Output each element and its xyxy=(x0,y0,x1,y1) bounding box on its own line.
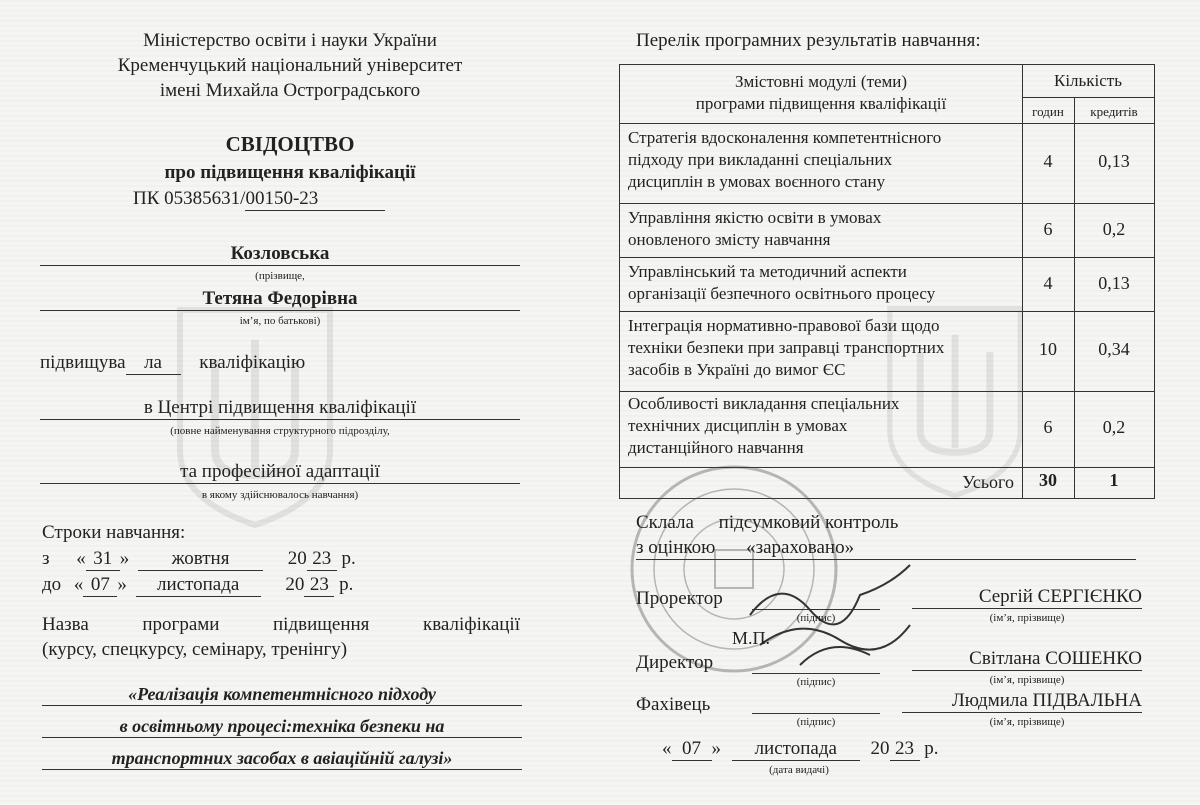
module-text-line: техніки безпеки при заправці транспортних xyxy=(628,338,945,357)
to-year-prefix: 20 xyxy=(285,574,305,595)
total-hours: 30 xyxy=(1039,470,1057,490)
specialist-name-caption: (ім’я, прізвище) xyxy=(989,716,1065,728)
specialist-signature-line xyxy=(752,713,880,714)
name-caption: ім’я, по батькові) xyxy=(239,315,321,327)
terms-from: з « 31 » жовтня 20 23 р. xyxy=(42,548,356,569)
row-hours: 6 xyxy=(1043,417,1053,437)
from-day: 31 xyxy=(86,548,120,571)
full-name: Тетяна Федорівна xyxy=(40,288,520,311)
unit-caption-2: в якому здійснювалось навчання) xyxy=(201,489,359,501)
credits-column-header: кредитів xyxy=(1090,104,1138,119)
specialist-signature-caption: (підпис) xyxy=(796,716,836,728)
to-year: 23 xyxy=(304,574,334,597)
module-text-line: дистанційного навчання xyxy=(628,438,804,457)
results-heading: Перелік програмних результатів навчання: xyxy=(636,30,981,51)
issue-month: листопада xyxy=(732,738,860,761)
to-year-suffix: р. xyxy=(339,574,354,595)
grade-label: з оцінкою xyxy=(636,537,716,558)
program-label-word: програми xyxy=(142,614,220,635)
prorector-signature-caption: (підпис) xyxy=(796,612,836,624)
to-day: 07 xyxy=(83,574,117,597)
module-text-line: засобів в Україні до вимог ЄС xyxy=(628,360,846,379)
number-value: 00150-23 xyxy=(245,188,385,211)
results-table xyxy=(619,64,1155,499)
from-year-prefix: 20 xyxy=(287,548,307,569)
control-phrase: підсумковий контроль xyxy=(718,512,899,533)
unit-caption-1: (повне найменування структурного підрозділу, xyxy=(170,425,390,437)
prorector-name: Сергій СЕРГІЄНКО xyxy=(912,586,1142,609)
prorector-signature-line xyxy=(752,609,880,610)
unit-line-1: в Центрі підвищення кваліфікації xyxy=(40,397,520,420)
grade-value: «зараховано» xyxy=(746,537,855,558)
verb-end: кваліфікацію xyxy=(199,352,306,373)
program-label-word: Назва xyxy=(42,614,89,635)
to-word: до xyxy=(42,574,62,595)
ministry-line: Міністерство освіти і науки України xyxy=(143,30,437,51)
total-label: Усього xyxy=(962,472,1014,492)
from-year: 23 xyxy=(307,548,337,571)
certificate-title: СВІДОЦТВО xyxy=(225,132,355,156)
specialist-name: Людмила ПІДВАЛЬНА xyxy=(902,690,1142,713)
university-name-line: імені Михайла Остроградського xyxy=(159,80,421,101)
table-row-module xyxy=(628,261,935,305)
certificate-number xyxy=(133,188,385,211)
certificate-subtitle: про підвищення кваліфікації xyxy=(164,162,416,183)
qualification-verb xyxy=(40,352,305,375)
director-name-caption: (ім’я, прізвище) xyxy=(989,674,1065,686)
verb-fill: ла xyxy=(126,352,181,375)
module-text-line: Управлінський та методичний аспекти xyxy=(628,262,907,281)
prorector-label: Проректор xyxy=(636,588,723,609)
row-hours: 6 xyxy=(1043,219,1053,239)
module-text-line: організації безпечного освітнього процесу xyxy=(628,284,936,303)
director-label: Директор xyxy=(636,652,714,673)
control-line-1 xyxy=(636,512,898,534)
row-credits: 0,13 xyxy=(1098,273,1130,293)
row-credits: 0,2 xyxy=(1102,417,1126,437)
program-label-word: підвищення xyxy=(273,614,370,635)
issue-day: 07 xyxy=(672,738,712,761)
issue-date-caption: (дата видачі) xyxy=(769,764,829,776)
row-hours: 4 xyxy=(1043,273,1053,293)
director-signature-line xyxy=(752,673,880,674)
from-month: жовтня xyxy=(138,548,263,571)
terms-label: Строки навчання: xyxy=(42,522,186,543)
issue-year-suffix: р. xyxy=(924,738,939,759)
quantity-column-header: Кількість xyxy=(1053,71,1122,90)
table-row-module xyxy=(628,207,881,251)
control-word: Склала xyxy=(636,512,694,533)
module-text-line: Інтеграція нормативно-правової бази щодо xyxy=(628,316,940,335)
number-prefix: ПК 05385631/ xyxy=(133,188,246,209)
program-title-line-1: «Реалізація компетентнісного підходу xyxy=(42,684,522,706)
unit-line-2: та професійної адаптації xyxy=(40,461,520,484)
program-label-line-2: (курсу, спецкурсу, семінару, тренінгу) xyxy=(42,639,348,660)
director-name: Світлана СОШЕНКО xyxy=(912,648,1142,671)
program-title-line-3: транспортних засобах в авіаційній галузі» xyxy=(42,748,522,770)
from-word: з xyxy=(42,548,50,569)
issue-year: 23 xyxy=(890,738,920,761)
row-credits: 0,2 xyxy=(1102,219,1126,239)
hours-column-header: годин xyxy=(1032,104,1064,119)
issue-year-prefix: 20 xyxy=(870,738,890,759)
program-label xyxy=(42,614,520,636)
program-label-word: кваліфікації xyxy=(422,614,520,635)
module-text-line: оновленого змісту навчання xyxy=(628,230,831,249)
module-text-line: Управління якістю освіти в умовах xyxy=(628,208,882,227)
row-credits: 0,34 xyxy=(1098,339,1130,359)
table-row-module xyxy=(628,127,941,193)
program-title-line-2: в освітньому процесі:техніка безпеки на xyxy=(42,716,522,738)
module-text-line: підходу при викладанні спеціальних xyxy=(628,150,893,169)
module-header-line-1: Змістовні модулі (теми) xyxy=(734,72,908,91)
prorector-name-caption: (ім’я, прізвище) xyxy=(989,612,1065,624)
verb-start: підвищува xyxy=(40,352,126,373)
row-credits: 0,13 xyxy=(1098,151,1130,171)
table-row-module xyxy=(628,315,944,381)
module-text-line: Стратегія вдосконалення компетентнісного xyxy=(628,128,942,147)
terms-to: до « 07 » листопада 20 23 р. xyxy=(42,574,354,595)
to-month: листопада xyxy=(136,574,261,597)
stamp-label: М.П. xyxy=(732,628,771,648)
university-line: Кременчуцький національний університет xyxy=(117,55,463,76)
module-column-header xyxy=(620,71,1022,115)
row-hours: 4 xyxy=(1043,151,1053,171)
module-text-line: Особливості викладання спеціальних xyxy=(628,394,900,413)
issue-date: « 07 » листопада 20 23 р. xyxy=(662,738,939,759)
surname-caption: (прізвище, xyxy=(255,270,305,282)
module-text-line: технічних дисциплін в умовах xyxy=(628,416,848,435)
total-credits: 1 xyxy=(1109,470,1119,490)
row-hours: 10 xyxy=(1039,339,1057,359)
table-row-module xyxy=(628,393,899,459)
module-text-line: дисциплін в умовах воєнного стану xyxy=(628,172,886,191)
module-header-line-2: програми підвищення кваліфікації xyxy=(695,94,947,113)
from-year-suffix: р. xyxy=(341,548,356,569)
director-signature-caption: (підпис) xyxy=(796,676,836,688)
specialist-label: Фахівець xyxy=(636,694,711,715)
surname: Козловська xyxy=(40,243,520,266)
